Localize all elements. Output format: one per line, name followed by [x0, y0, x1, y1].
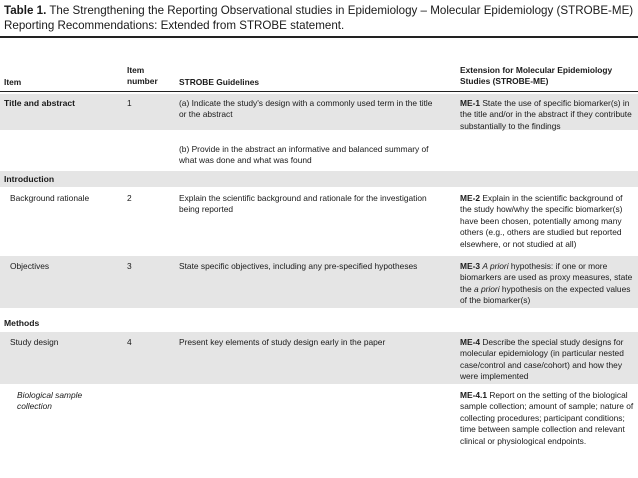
- extension-code: ME-1: [460, 98, 481, 108]
- item-number-4: 4: [127, 337, 132, 347]
- table-title: The Strengthening the Reporting Observational studies in Epidemiology – Molecular Epidemiology (STROBE-ME) Reporting Recommendations: Extended from STROBE statement.: [4, 4, 634, 32]
- extension-text-2: hypothesis on the expected values of the biomarker(s): [460, 283, 631, 306]
- extension-italic-a-priori-2: a priori: [473, 283, 500, 294]
- guideline-3: State specific objectives, including any pre-specified hypotheses: [179, 261, 418, 271]
- header-item-number-line2: number: [127, 76, 158, 87]
- extension-text: State the use of specific biomarker(s) in the title and/or in the abstract if they contribute substantially to the findings: [460, 98, 632, 131]
- header-item-number-line1: Item: [127, 65, 145, 75]
- item-background-rationale: Background rationale: [10, 193, 90, 203]
- header-extension-line2: Studies (STROBE-ME): [460, 76, 549, 87]
- guideline-2: Explain the scientific background and rationale for the investigation being reported: [179, 193, 427, 215]
- extension-code: ME-4: [460, 337, 481, 347]
- extension-italic-a-priori: A priori: [482, 261, 509, 271]
- item-number-2: 2: [127, 193, 132, 203]
- extension-text: Report on the setting of the biological sample collection; amount of sample; nature of collecting procedures; participant conditions; time between sample collection and relevant clinical or physiological endpoints.: [460, 390, 634, 446]
- top-rule: [0, 36, 638, 38]
- header-rule: [0, 91, 638, 92]
- extension-text: hypothesis: if one or more biomarkers are used as proxy measures, state the: [460, 261, 633, 294]
- item-number-3: 3: [127, 261, 132, 271]
- item-study-design: Study design: [10, 337, 59, 347]
- extension-me4-1: [460, 390, 636, 447]
- item-objectives: Objectives: [10, 261, 50, 271]
- extension-code: ME-2: [460, 193, 481, 203]
- header-item: Item: [4, 77, 22, 87]
- header-extension-line1: Extension for Molecular Epidemiology: [460, 65, 613, 75]
- guideline-1a: (a) Indicate the study's design with a commonly used term in the title or the abstract: [179, 98, 433, 120]
- header-extension: [460, 65, 636, 88]
- extension-me3: [460, 261, 636, 307]
- extension-me1: [460, 98, 636, 132]
- item-title-abstract: Title and abstract: [4, 98, 75, 108]
- extension-me2: [460, 193, 636, 250]
- guideline-1b: (b) Provide in the abstract an informative and balanced summary of what was done and what was found: [179, 144, 429, 166]
- item-biological-sample-collection: Biological sample collection: [17, 390, 83, 412]
- extension-text: Explain in the scientific background of the study how/why the specific biomarker(s) have been chosen, potentially among many others (e.g., others are studied but reported elsewhere, or not studied at all): [460, 193, 623, 249]
- header-strobe-guidelines: STROBE Guidelines: [179, 77, 260, 87]
- extension-text: Describe the special study designs for molecular epidemiology (in particular nested case/control and case/cohort) and how they were implemented: [460, 337, 624, 382]
- item-number-1: 1: [127, 98, 132, 108]
- guideline-4: Present key elements of study design early in the paper: [179, 337, 386, 347]
- extension-me4: [460, 337, 636, 383]
- section-methods: Methods: [4, 318, 40, 328]
- header-item-number: [127, 65, 167, 88]
- extension-code: ME-3: [460, 261, 481, 271]
- table-caption: [4, 3, 634, 33]
- extension-code: ME-4.1: [460, 390, 487, 400]
- table-label: Table 1.: [4, 4, 47, 17]
- section-introduction: Introduction: [4, 174, 55, 184]
